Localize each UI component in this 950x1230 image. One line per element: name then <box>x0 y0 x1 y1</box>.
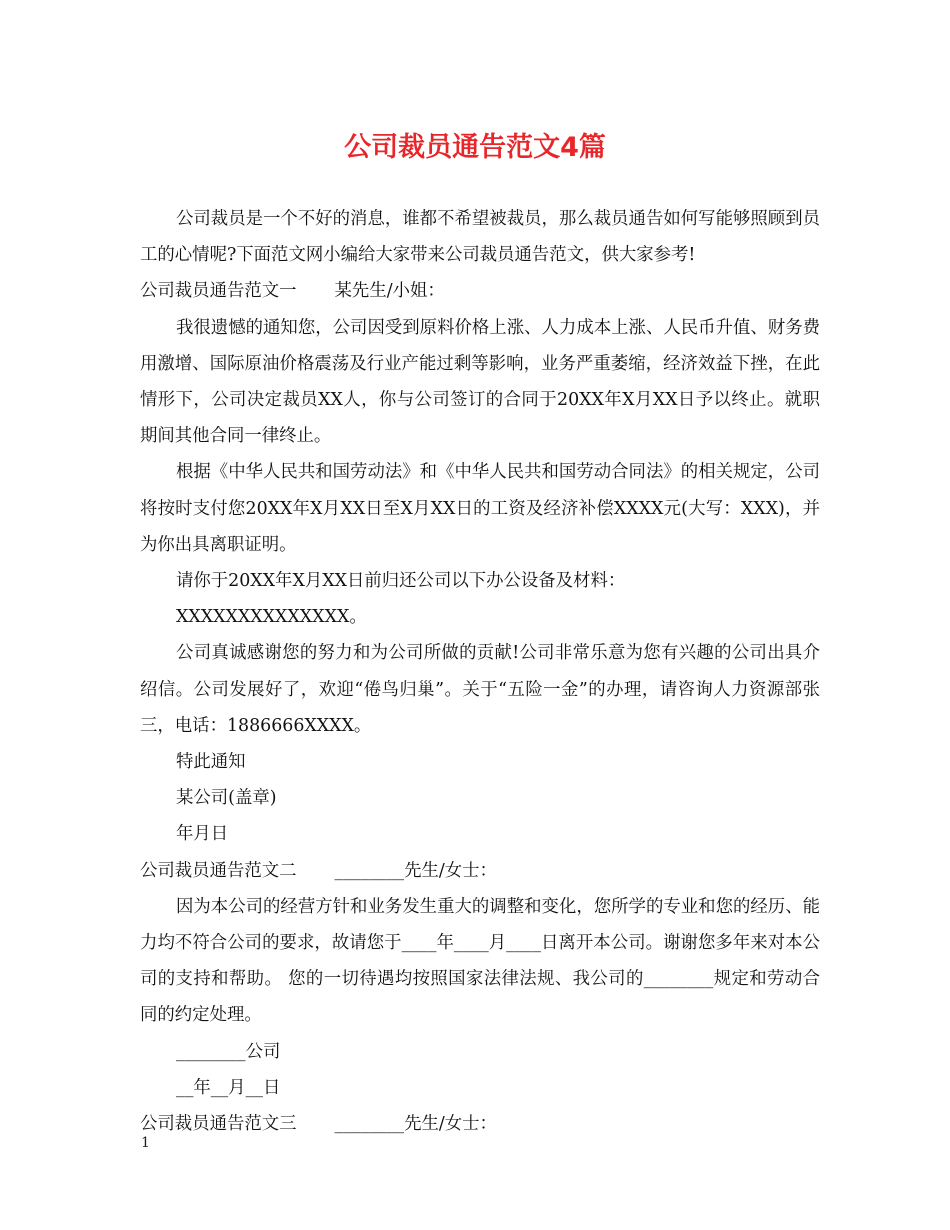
section1-paragraph: 公司真诚感谢您的努力和为公司所做的贡献!公司非常乐意为您有兴趣的公司出具介绍信。公司发展好了，欢迎“倦鸟归巢”。关于“五险一金”的办理，请咨询人力资源部张三，电话：1886666XXXX。 <box>140 643 820 736</box>
section2-signature: ________公司 <box>176 1041 281 1062</box>
section2-heading: 公司裁员通告范文二 <box>140 860 297 881</box>
document-body <box>140 201 820 1142</box>
section1-paragraph: XXXXXXXXXXXXXX。 <box>176 607 367 628</box>
section1-paragraph: 我很遗憾的通知您，公司因受到原料价格上涨、人力成本上涨、人民币升值、财务费用激增、国际原油价格震荡及行业产能过剩等影响，业务严重萎缩，经济效益下挫，在此情形下，公司决定裁员XX人，你与公司签订的合同于20XX年X月XX日予以终止。就职期间其他合同一律终止。 <box>140 317 820 447</box>
intro-paragraph: 公司裁员是一个不好的消息，谁都不希望被裁员，那么裁员通告如何写能够照顾到员工的心情呢?下面范文网小编给大家带来公司裁员通告范文，供大家参考! <box>140 209 820 266</box>
section2-date: __年__月__日 <box>176 1077 281 1098</box>
page-number: 1 <box>141 1135 150 1151</box>
section2-paragraph: 因为本公司的经营方针和业务发生重大的调整和变化，您所学的专业和您的经历、能力均不符合公司的要求，故请您于____年____月____日离开本公司。谢谢您多年来对本公司的支持和帮助。 您的一切待遇均按照国家法律法规、我公司的________规定和劳动合同的约定处理。 <box>140 896 820 1026</box>
section3-salutation: ________先生/女士： <box>334 1114 497 1135</box>
section1-paragraph: 请你于20XX年X月XX日前归还公司以下办公设备及材料： <box>176 571 626 592</box>
section3-heading: 公司裁员通告范文三 <box>140 1114 297 1135</box>
section1-closing: 特此通知 <box>176 752 246 773</box>
section1-signature: 某公司(盖章) <box>176 788 277 809</box>
section1-date: 年月日 <box>176 824 229 845</box>
section1-paragraph: 根据《中华人民共和国劳动法》和《中华人民共和国劳动合同法》的相关规定，公司将按时支付您20XX年X月XX日至X月XX日的工资及经济补偿XXXX元(大写：XXX)，并为你出具离职证明。 <box>140 462 820 555</box>
document-title: 公司裁员通告范文4篇 <box>344 132 606 163</box>
section1-heading-row <box>140 273 820 309</box>
section2-heading-row <box>140 853 820 889</box>
section3-heading-row <box>140 1106 820 1142</box>
section1-salutation: 某先生/小姐： <box>334 281 445 302</box>
section1-heading: 公司裁员通告范文一 <box>140 281 297 302</box>
section2-salutation: ________先生/女士： <box>334 860 497 881</box>
